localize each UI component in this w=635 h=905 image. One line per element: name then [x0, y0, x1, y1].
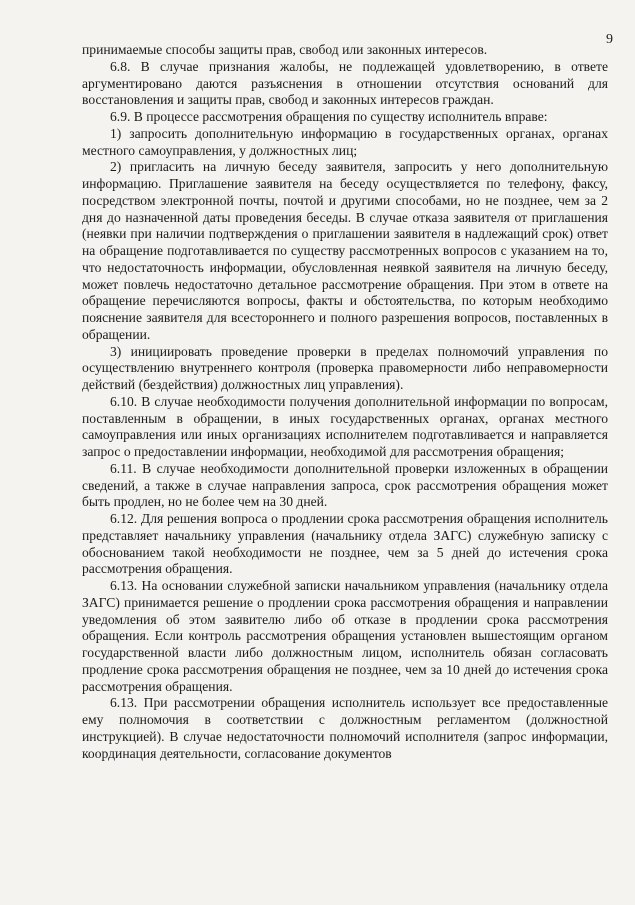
- paragraph-6-10: 6.10. В случае необходимости получения дополнительной информации по вопросам, поставленным в обращении, в иных государственных органах, органах местного самоуправления или иных организациях исполнителем подготавливается и направляется запрос о предоставлении информации, необходимой для рассмотрения обращения;: [82, 393, 608, 459]
- paragraph-6-9-item-2: 2) пригласить на личную беседу заявителя, запросить у него дополнительную информацию. Приглашение заявителя на беседу осуществляется по телефону, факсу, посредством электронной почты, почтой и другими способами, но не позднее, чем за 2 дня до назначенной даты проведения беседы. В случае отказа заявителя от приглашения (неявки при наличии подтверждения о приглашении заявителя в надлежащий срок) ответ на обращение подготавливается по существу рассмотренных вопросов с указанием на то, что недостаточность информации, обусловленная неявкой заявителя на личную беседу, может повлечь недостаточно детальное рассмотрение обращения. При этом в ответе на обращение перечисляются вопросы, факты и обстоятельства, по которым необходимо пояснение заявителя для всестороннего и полного разрешения вопросов, поставленных в обращении.: [82, 159, 608, 342]
- paragraph-6-9: 6.9. В процессе рассмотрения обращения по существу исполнитель вправе:: [110, 109, 548, 124]
- paragraph-6-9-item-3: 3) инициировать проведение проверки в пределах полномочий управления по осуществлению внутреннего контроля (проверка правомерности либо неправомерности действий (бездействия) должностных лиц управления).: [82, 343, 608, 392]
- paragraph-6-9-item-1: 1) запросить дополнительную информацию в государственных органах, органах местного самоуправления, у должностных лиц;: [82, 125, 608, 158]
- document-body: [82, 42, 608, 762]
- paragraph-6-13-b: 6.13. При рассмотрении обращения исполнитель использует все предоставленные ему полномочия в соответствии с должностным регламентом (должностной инструкцией). В случае недостаточности полномочий исполнителя (запрос информации, координация деятельности, согласование документов: [82, 695, 608, 761]
- paragraph-6-13-a: 6.13. На основании служебной записки начальником управления (начальнику отдела ЗАГС) принимается решение о продлении срока рассмотрения обращения и направлении уведомления об этом заявителю либо об отказе в продлении срока рассмотрения обращения. Если контроль рассмотрения обращения установлен вышестоящим органом государственной власти либо должностным лицом, исполнитель обязан согласовать продление срока рассмотрения обращения не позднее, чем за 10 дней до истечения срока рассмотрения обращения.: [82, 578, 608, 694]
- paragraph-continuation: принимаемые способы защиты прав, свобод или законных интересов.: [82, 42, 488, 57]
- paragraph-6-8: 6.8. В случае признания жалобы, не подлежащей удовлетворению, в ответе аргументировано даются разъяснения в отношении отсутствия оснований для восстановления и защиты прав, свобод и законных интересов граждан.: [82, 58, 608, 108]
- paragraph-6-11: 6.11. В случае необходимости дополнительной проверки изложенных в обращении сведений, а также в случае направления запроса, срок рассмотрения обращения может быть продлен, но не более чем на 30 дней.: [82, 460, 608, 510]
- paragraph-6-12: 6.12. Для решения вопроса о продлении срока рассмотрения обращения исполнитель представляет начальнику управления (начальнику отдела ЗАГС) служебную записку с обоснованием такой необходимости не позднее, чем за 5 дней до истечения срока рассмотрения обращения.: [82, 511, 608, 577]
- page-number: 9: [606, 32, 613, 47]
